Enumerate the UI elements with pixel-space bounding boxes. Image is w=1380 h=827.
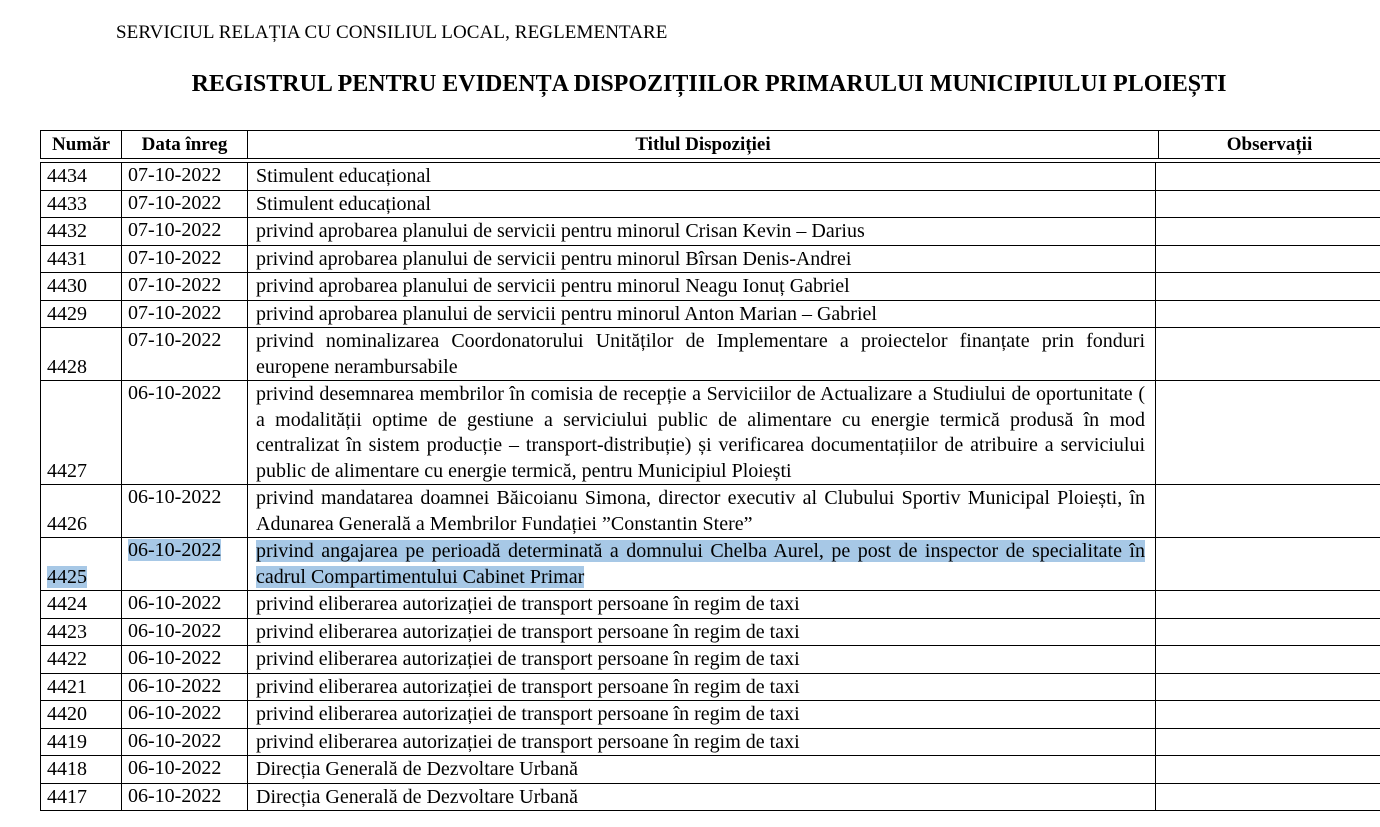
row-notes[interactable] [1156,701,1380,729]
row-date[interactable] [122,538,248,591]
row-number[interactable] [41,618,122,646]
table-row[interactable] [41,328,1380,381]
row-title[interactable] [248,728,1156,756]
column-header-title: Titlul Dispoziției [248,131,1159,159]
register-title: REGISTRUL PENTRU EVIDENȚA DISPOZIȚIILOR PRIMARULUI MUNICIPIULUI PLOIEȘTI [191,71,1227,97]
row-date-text: 06-10-2022 [128,619,222,642]
row-title-text: Direcția Generală de Dezvoltare Urbană [256,785,579,808]
row-title-text: privind eliberarea autorizației de transport persoane în regim de taxi [256,593,800,615]
table-row[interactable] [41,591,1380,619]
column-header-notes: Observații [1159,131,1380,159]
row-number[interactable] [41,538,122,591]
row-title-text: privind eliberarea autorizației de transport persoane în regim de taxi [256,730,800,753]
row-date-text: 06-10-2022 [128,757,222,779]
table-row[interactable] [41,756,1380,784]
row-date-text: 07-10-2022 [128,301,222,324]
table-row[interactable] [41,618,1380,646]
row-number-text: 4430 [47,275,87,297]
row-number[interactable] [41,728,122,756]
row-title-text: Stimulent educațional [256,165,431,187]
row-date[interactable] [122,701,248,729]
row-number-text: 4431 [47,247,87,270]
table-row[interactable] [41,245,1380,273]
row-date[interactable] [122,245,248,273]
row-number-text: 4426 [47,512,87,535]
register-table [40,162,1380,811]
table-row[interactable] [41,646,1380,674]
row-title[interactable] [248,783,1156,811]
row-number[interactable] [41,328,122,381]
table-row[interactable] [41,300,1380,328]
table-row[interactable] [41,701,1380,729]
row-notes[interactable] [1156,245,1380,273]
row-notes[interactable] [1156,728,1380,756]
row-number[interactable] [41,245,122,273]
row-title-text: privind desemnarea membrilor în comisia de recepție a Serviciilor de Actualizare a Studiului de oportunitate ( a modalității optime de gestiune a serviciului public de alimentare cu energie termică produsă în mod centralizat în sistem producție – transport-distribuție) și verificarea documentațiilor de atribuire a serviciului public de alimentare cu energie termică, pentru Municipiul Ploiești [256,383,1145,482]
row-number-text: 4424 [47,593,87,615]
row-date[interactable] [122,673,248,701]
row-number[interactable] [41,300,122,328]
row-number[interactable] [41,485,122,538]
row-title-text: privind eliberarea autorizației de transport persoane în regim de taxi [256,675,800,698]
row-notes[interactable] [1156,273,1380,301]
row-notes[interactable] [1156,591,1380,619]
row-title-text: Direcția Generală de Dezvoltare Urbană [256,758,579,780]
row-number[interactable] [41,163,122,191]
row-notes[interactable] [1156,300,1380,328]
table-row[interactable] [41,381,1380,485]
row-notes[interactable] [1156,783,1380,811]
table-row[interactable] [41,783,1380,811]
column-header-date: Data înreg [122,131,248,159]
row-title[interactable] [248,190,1156,218]
row-date-text: 06-10-2022 [128,486,222,508]
row-date[interactable] [122,218,248,246]
row-notes[interactable] [1156,756,1380,784]
row-title[interactable] [248,618,1156,646]
row-notes[interactable] [1156,218,1380,246]
row-date-text: 07-10-2022 [128,219,222,241]
row-date[interactable] [122,728,248,756]
row-title-text: privind eliberarea autorizației de transport persoane în regim de taxi [256,620,800,643]
row-number-text: 4428 [47,355,87,378]
row-notes[interactable] [1156,618,1380,646]
table-row[interactable] [41,673,1380,701]
row-date-text: 06-10-2022 [128,702,222,724]
row-notes[interactable] [1156,673,1380,701]
table-row[interactable] [41,218,1380,246]
row-date[interactable] [122,783,248,811]
row-number-text: 4429 [47,302,87,325]
row-date[interactable] [122,300,248,328]
row-date-text: 06-10-2022 [128,592,222,614]
row-notes[interactable] [1156,381,1380,485]
row-title[interactable] [248,273,1156,301]
row-number-text: 4420 [47,703,87,725]
row-number-text: 4419 [47,730,87,753]
row-number-text: 4418 [47,758,87,780]
row-title[interactable] [248,538,1156,591]
row-notes[interactable] [1156,328,1380,381]
row-date-text: 06-10-2022 [128,539,222,561]
row-date[interactable] [122,163,248,191]
row-number-text: 4417 [47,785,87,808]
row-number[interactable] [41,381,122,485]
row-number[interactable] [41,783,122,811]
row-number-text: 4422 [47,648,87,670]
row-date-text: 07-10-2022 [128,329,222,351]
row-date-text: 07-10-2022 [128,246,222,269]
row-title-text: privind angajarea pe perioadă determinată a domnului Chelba Aurel, pe post de inspector de specialitate în cadrul Compartimentului Cabinet Primar [256,540,1145,588]
row-title[interactable] [248,591,1156,619]
table-row[interactable] [41,273,1380,301]
row-number[interactable] [41,218,122,246]
row-number-text: 4423 [47,620,87,643]
table-row[interactable] [41,728,1380,756]
row-date[interactable] [122,328,248,381]
row-date[interactable] [122,646,248,674]
row-title[interactable] [248,485,1156,538]
row-title[interactable] [248,218,1156,246]
row-date[interactable] [122,591,248,619]
row-title[interactable] [248,328,1156,381]
row-number-text: 4434 [47,165,87,187]
row-number[interactable] [41,273,122,301]
column-header-number: Număr [41,131,122,159]
row-number[interactable] [41,646,122,674]
row-title[interactable] [248,646,1156,674]
table-row[interactable] [41,190,1380,218]
row-notes[interactable] [1156,163,1380,191]
row-date-text: 06-10-2022 [128,382,222,404]
row-date[interactable] [122,381,248,485]
row-number-text: 4432 [47,220,87,242]
register-header-table [40,130,1380,159]
row-notes[interactable] [1156,538,1380,591]
row-notes[interactable] [1156,485,1380,538]
row-number[interactable] [41,591,122,619]
row-date-text: 06-10-2022 [128,784,222,807]
row-title-text: privind eliberarea autorizației de transport persoane în regim de taxi [256,703,800,725]
row-title[interactable] [248,245,1156,273]
row-number[interactable] [41,756,122,784]
row-number-text: 4427 [47,459,87,482]
row-title-text: privind mandatarea doamnei Băicoianu Simona, director executiv al Clubului Sportiv Municipal Ploiești, în Adunarea Generală a Membrilor Fundației ”Constantin Stere” [256,487,1145,535]
row-title-text: privind aprobarea planului de servicii pentru minorul Anton Marian – Gabriel [256,302,877,325]
row-title[interactable] [248,673,1156,701]
row-title[interactable] [248,756,1156,784]
table-row[interactable] [41,485,1380,538]
row-title[interactable] [248,300,1156,328]
row-date-text: 07-10-2022 [128,164,222,186]
table-row[interactable] [41,163,1380,191]
row-title-text: privind aprobarea planului de servicii pentru minorul Crisan Kevin – Darius [256,220,865,242]
row-date[interactable] [122,273,248,301]
row-number[interactable] [41,701,122,729]
row-date[interactable] [122,618,248,646]
row-date-text: 07-10-2022 [128,274,222,296]
row-number-text: 4433 [47,192,87,215]
row-date[interactable] [122,190,248,218]
row-title-text: privind aprobarea planului de servicii pentru minorul Bîrsan Denis-Andrei [256,247,852,270]
row-title-text: Stimulent educațional [256,192,431,215]
row-number-text: 4425 [47,565,87,588]
row-date-text: 06-10-2022 [128,674,222,697]
row-date[interactable] [122,756,248,784]
table-row[interactable] [41,538,1380,591]
row-title[interactable] [248,163,1156,191]
row-title-text: privind aprobarea planului de servicii pentru minorul Neagu Ionuț Gabriel [256,275,850,297]
row-date-text: 06-10-2022 [128,647,222,669]
row-date-text: 07-10-2022 [128,191,222,214]
register-rows [41,163,1380,811]
department-heading: SERVICIUL RELAȚIA CU CONSILIUL LOCAL, REGLEMENTARE [116,22,668,43]
row-date-text: 06-10-2022 [128,729,222,752]
row-number[interactable] [41,673,122,701]
row-notes[interactable] [1156,190,1380,218]
row-number-text: 4421 [47,675,87,698]
row-notes[interactable] [1156,646,1380,674]
row-date[interactable] [122,485,248,538]
row-title-text: privind eliberarea autorizației de transport persoane în regim de taxi [256,648,800,670]
row-title[interactable] [248,381,1156,485]
row-title-text: privind nominalizarea Coordonatorului Unităților de Implementare a proiectelor finanțate prin fonduri europene nerambursabile [256,330,1145,378]
row-number[interactable] [41,190,122,218]
row-title[interactable] [248,701,1156,729]
